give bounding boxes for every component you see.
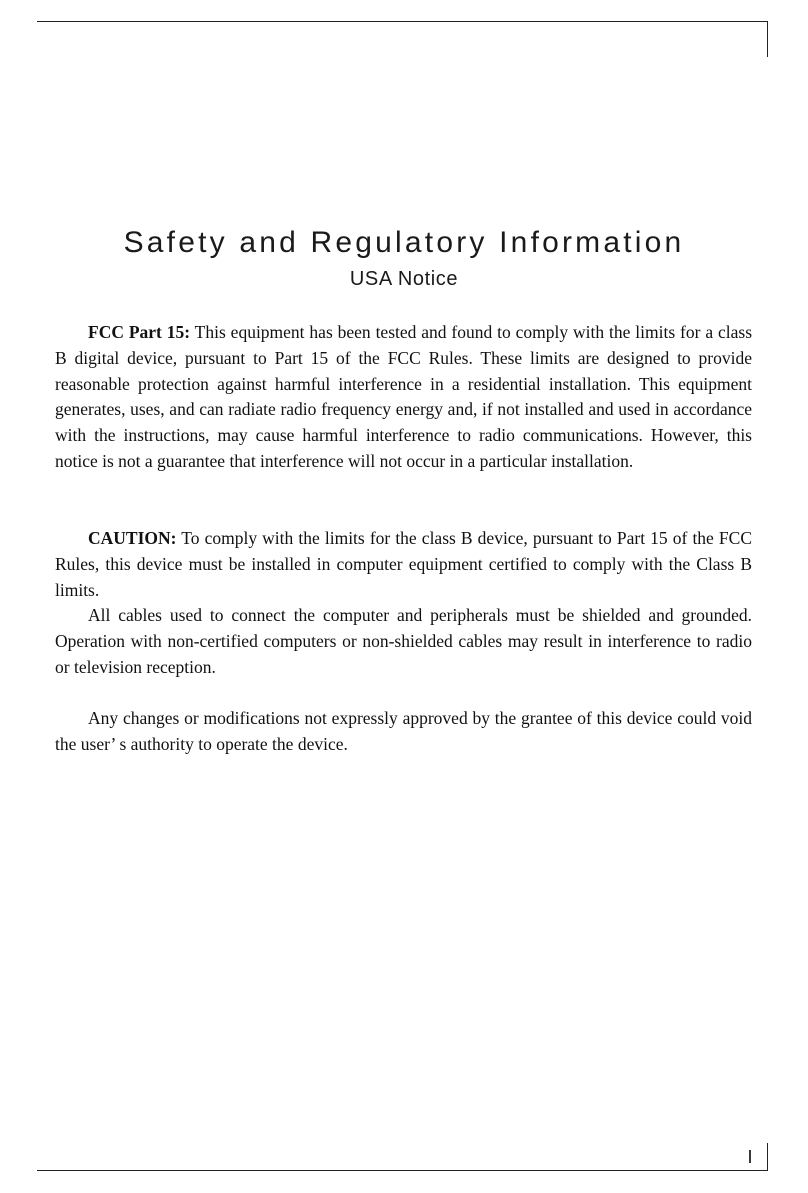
bottom-rule bbox=[37, 1170, 768, 1171]
cables-section bbox=[55, 603, 752, 680]
page-number: I bbox=[747, 1147, 753, 1167]
fcc-paragraph bbox=[55, 320, 752, 475]
top-rule bbox=[37, 21, 768, 22]
fcc-text: This equipment has been tested and found to comply with the limits for a class B digital device, pursuant to Part 15 of the FCC Rules. These limits are designed to provide reasonable protection against harmful interference in a residential installation. This equipment generates, uses, and can radiate radio frequency energy and, if not installed and used in accordance with the instructions, may cause harmful interference to radio communications. However, this notice is not a guarantee that interference will not occur in a particular installation. bbox=[55, 322, 752, 471]
caution-section bbox=[55, 526, 752, 603]
caution-text: To comply with the limits for the class B device, pursuant to Part 15 of the FCC Rules, this device must be installed in computer equipment certified to comply with the Class B limits. bbox=[55, 528, 752, 600]
changes-paragraph: Any changes or modifications not expressly approved by the grantee of this device could void the user’ s authority to operate the device. bbox=[55, 708, 752, 754]
fcc-section bbox=[55, 320, 752, 475]
page-title: Safety and Regulatory Information bbox=[123, 226, 685, 259]
caution-lead: CAUTION: bbox=[88, 528, 177, 548]
top-rule-tick bbox=[767, 21, 768, 57]
page-subtitle: USA Notice bbox=[349, 268, 459, 290]
fcc-lead: FCC Part 15: bbox=[88, 322, 191, 342]
changes-section bbox=[55, 706, 752, 758]
caution-paragraph bbox=[55, 526, 752, 603]
cables-paragraph: All cables used to connect the computer and peripherals must be shielded and grounded. Operation with non-certified computers or non-shielded cables may result in interference to radio or television reception. bbox=[55, 605, 752, 677]
bottom-rule-tick bbox=[767, 1143, 768, 1171]
